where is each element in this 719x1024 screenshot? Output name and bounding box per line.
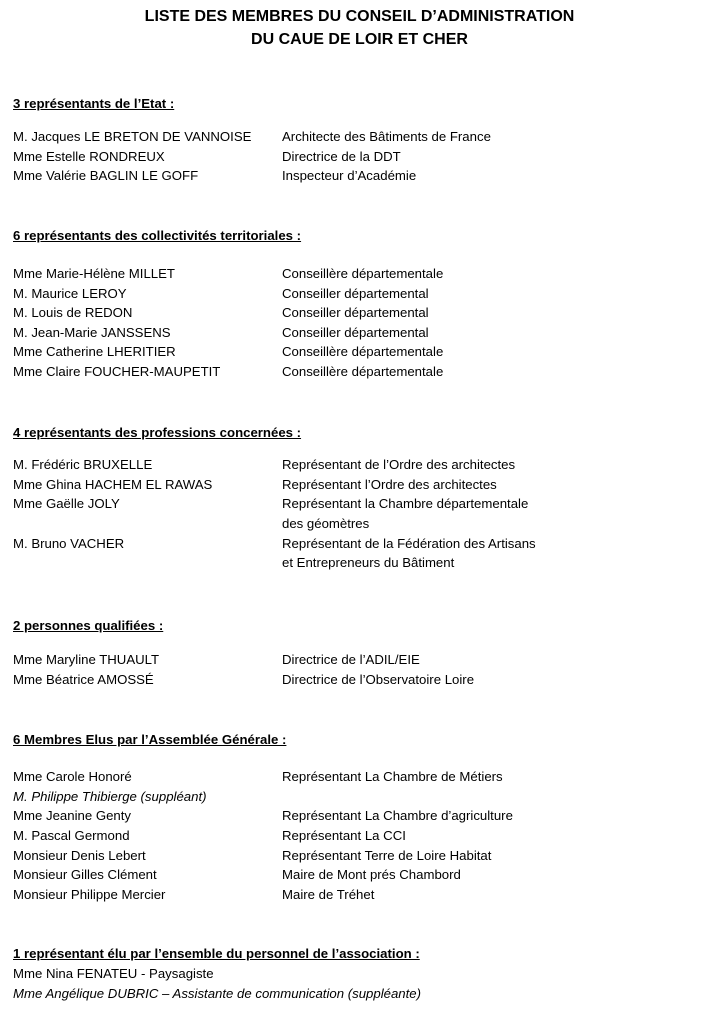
member-name: Mme Catherine LHERITIER bbox=[13, 344, 176, 359]
member-role: Conseiller départemental bbox=[282, 325, 429, 340]
member-name: Mme Carole Honoré bbox=[13, 769, 132, 784]
member-name: Mme Estelle RONDREUX bbox=[13, 149, 165, 164]
section-heading-assemblee: 6 Membres Elus par l’Assemblée Générale : bbox=[13, 732, 287, 747]
member-name: M. Jean-Marie JANSSENS bbox=[13, 325, 171, 340]
member-role: Conseillère départementale bbox=[282, 364, 444, 379]
member-role: Représentant Terre de Loire Habitat bbox=[282, 848, 492, 863]
member-name: Mme Gaëlle JOLY bbox=[13, 496, 120, 511]
member-name: Mme Valérie BAGLIN LE GOFF bbox=[13, 168, 199, 183]
member-role: Représentant la Chambre départementale bbox=[282, 496, 529, 511]
member-name: M. Bruno VACHER bbox=[13, 536, 125, 551]
member-role: Conseillère départementale bbox=[282, 266, 444, 281]
section-heading-etat: 3 représentants de l’Etat : bbox=[13, 96, 175, 111]
member-role: Représentant l’Ordre des architectes bbox=[282, 477, 497, 492]
title-line-2: DU CAUE DE LOIR ET CHER bbox=[251, 31, 468, 48]
member-role-continued: des géomètres bbox=[282, 516, 370, 531]
member-name: Mme Ghina HACHEM EL RAWAS bbox=[13, 477, 213, 492]
member-name: M. Louis de REDON bbox=[13, 305, 133, 320]
member-name: M. Pascal Germond bbox=[13, 828, 130, 843]
member-role: Directrice de la DDT bbox=[282, 149, 401, 164]
member-role: Représentant La Chambre de Métiers bbox=[282, 769, 503, 784]
member-name-substitute: M. Philippe Thibierge (suppléant) bbox=[13, 789, 207, 804]
member-role: Représentant La Chambre d’agriculture bbox=[282, 808, 513, 823]
member-role: Directrice de l’Observatoire Loire bbox=[282, 672, 475, 687]
section-heading-personnel: 1 représentant élu par l’ensemble du personnel de l’association : bbox=[13, 946, 420, 961]
member-role: Conseillère départementale bbox=[282, 344, 444, 359]
member-name: Mme Jeanine Genty bbox=[13, 808, 132, 823]
member-role-continued: et Entrepreneurs du Bâtiment bbox=[282, 555, 455, 570]
member-entry-substitute: Mme Angélique DUBRIC – Assistante de communication (suppléante) bbox=[13, 986, 422, 1001]
member-name: Monsieur Denis Lebert bbox=[13, 848, 146, 863]
member-role: Conseiller départemental bbox=[282, 286, 429, 301]
member-role: Conseiller départemental bbox=[282, 305, 429, 320]
member-name: Mme Maryline THUAULT bbox=[13, 652, 160, 667]
section-heading-professions: 4 représentants des professions concernées : bbox=[13, 425, 302, 440]
section-heading-collectivites: 6 représentants des collectivités territoriales : bbox=[13, 228, 302, 243]
member-name: Mme Béatrice AMOSSÉ bbox=[13, 672, 154, 687]
member-name: Monsieur Philippe Mercier bbox=[13, 887, 166, 902]
member-name: Monsieur Gilles Clément bbox=[13, 867, 157, 882]
member-role: Représentant de la Fédération des Artisans bbox=[282, 536, 536, 551]
member-name: Mme Claire FOUCHER-MAUPETIT bbox=[13, 364, 221, 379]
member-name: M. Jacques LE BRETON DE VANNOISE bbox=[13, 129, 252, 144]
member-entry: Mme Nina FENATEU - Paysagiste bbox=[13, 966, 214, 981]
member-name: Mme Marie-Hélène MILLET bbox=[13, 266, 175, 281]
member-name: M. Maurice LEROY bbox=[13, 286, 127, 301]
member-role: Architecte des Bâtiments de France bbox=[282, 129, 491, 144]
member-role: Représentant La CCI bbox=[282, 828, 406, 843]
member-role: Inspecteur d’Académie bbox=[282, 168, 417, 183]
member-role: Maire de Mont prés Chambord bbox=[282, 867, 461, 882]
member-role: Directrice de l’ADIL/EIE bbox=[282, 652, 420, 667]
title-line-1: LISTE DES MEMBRES DU CONSEIL D’ADMINISTRATION bbox=[144, 8, 575, 25]
member-role: Maire de Tréhet bbox=[282, 887, 375, 902]
section-heading-qualifiees: 2 personnes qualifiées : bbox=[13, 618, 164, 633]
member-role: Représentant de l’Ordre des architectes bbox=[282, 457, 516, 472]
member-name: M. Frédéric BRUXELLE bbox=[13, 457, 153, 472]
